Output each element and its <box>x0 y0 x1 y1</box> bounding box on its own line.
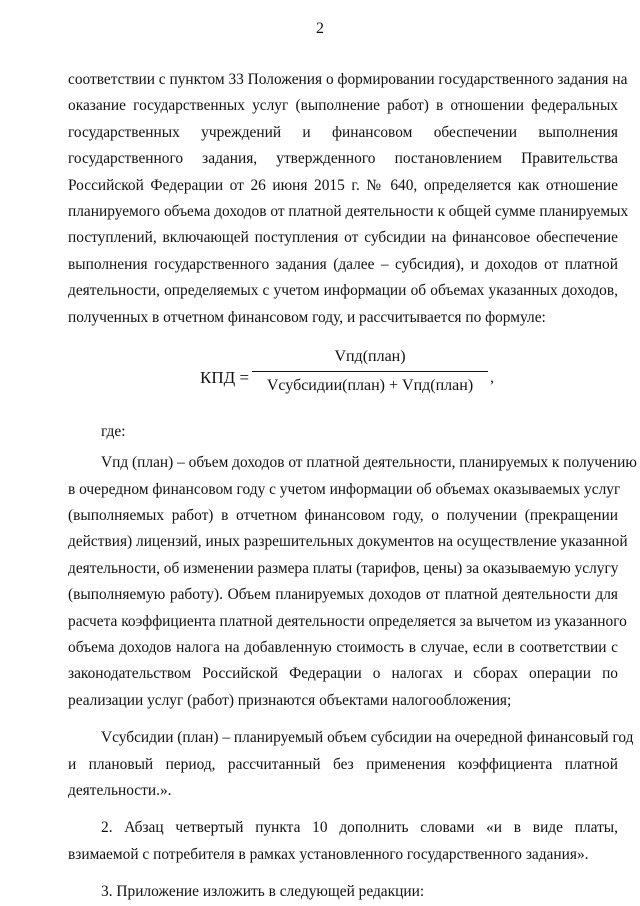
text-line: в очередном финансовом году с учетом информации об объемах оказываемых услуг <box>68 480 621 498</box>
text-line: соответствии с пунктом 33 Положения о формировании государственного задания на <box>68 71 628 88</box>
text-line: государственных учреждений и финансовом обеспечении выполнения <box>68 123 618 141</box>
text-line: деятельности, определяемых с учетом информации об объемах указанных доходов, <box>68 282 618 300</box>
kpd-formula <box>68 343 618 417</box>
paragraph-calculation-method <box>68 67 629 331</box>
text-line: законодательством Российской Федерации о налогах и сборах операции по <box>68 665 618 683</box>
text-line: деятельности, об изменении размера платы (тарифов, цены) за оказываемую услугу <box>68 559 619 577</box>
paragraph-item-3 <box>68 879 618 905</box>
formula-fraction <box>252 345 488 398</box>
paragraph-vpd-definition <box>68 450 637 714</box>
formula-lhs: КПД = <box>200 367 250 387</box>
text-line: планируемого объема доходов от платной деятельности к общей сумме планируемых <box>68 202 629 220</box>
text-line: Vсубсидии (план) – планируемый объем субсидии на очередной финансовый год <box>101 729 634 747</box>
formula-denominator: Vсубсидии(план) + Vпд(план) <box>266 376 474 394</box>
text-line: государственного задания, утвержденного постановлением Правительства <box>68 150 618 168</box>
paragraph-vsubsidy-definition <box>68 725 634 804</box>
page-number: 2 <box>316 20 324 37</box>
formula-numerator: Vпд(план) <box>334 347 406 365</box>
text-line: (выполняемых работ) в отчетном финансовом году, о получении (прекращении <box>68 507 618 525</box>
text-line: расчета коэффициента платной деятельности определяется за вычетом из указанного <box>68 612 627 630</box>
formula-trailing-comma: , <box>490 368 494 386</box>
text-line: поступлений, включающей поступления от субсидии на финансовое обеспечение <box>68 229 618 247</box>
text-line: полученных в отчетном финансовом году, и рассчитывается по формуле: <box>68 308 546 326</box>
text-line: Российской Федерации от 26 июня 2015 г. № 640, определяется как отношение <box>68 176 618 194</box>
text-line: действия) лицензий, иных разрешительных документов на осуществление указанной <box>68 533 628 551</box>
text-line: выполнения государственного задания (далее – субсидия), и доходов от платной <box>68 255 618 273</box>
text-line: деятельности.». <box>68 781 172 799</box>
text-line: объема доходов налога на добавленную стоимость в случае, если в соответствии с <box>68 639 618 657</box>
text-line: реализации услуг (работ) признаются объектами налогообложения; <box>68 691 512 709</box>
text-line: 2. Абзац четвертый пункта 10 дополнить словами «и в виде платы, <box>101 819 618 837</box>
text-line: Vпд (план) – объем доходов от платной деятельности, планируемых к получению <box>101 454 637 472</box>
paragraph-item-2 <box>68 815 618 868</box>
text-line: взимаемой с потребителя в рамках установленного государственного задания». <box>68 845 589 863</box>
where-label: где: <box>101 422 126 440</box>
text-line: и плановый период, рассчитанный без применения коэффициента платной <box>68 755 618 773</box>
text-line: (выполняемую работу). Объем планируемых доходов от платной деятельности для <box>68 586 618 604</box>
text-line: 3. Приложение изложить в следующей редакции: <box>101 883 425 901</box>
text-line: оказание государственных услуг (выполнение работ) в отношении федеральных <box>68 97 618 115</box>
fraction-bar <box>252 371 488 372</box>
document-body <box>68 67 637 906</box>
